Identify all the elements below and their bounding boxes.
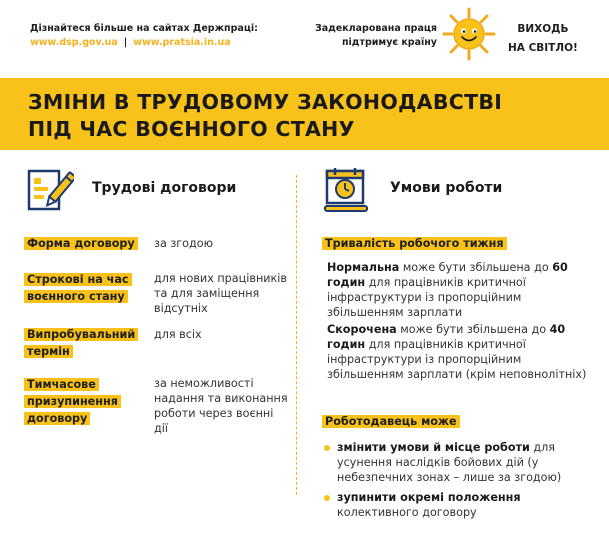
normal-text-2: для працівників критичної інфраструктури із пропорційним збільшенням зарплати [327,276,526,319]
short-bold: Скорочена [327,323,397,336]
info-line: Дізнайтеся більше на сайтах Держпраці: [30,23,258,34]
normal-hours: 60 годин [327,261,568,289]
row-label-text: Строкові на час воєнного стану [24,273,132,303]
row-value-fixed-term: для нових працівників та для заміщення відсутніх [154,272,288,315]
bullet-2-bold: зупинити окремі положення [337,491,521,504]
site-link-pratsia[interactable]: www.pratsia.in.ua [133,37,231,48]
row-label-fixed-term [24,271,142,305]
bullet-dot-icon [324,495,330,501]
bullet-2-rest: колективного договору [337,506,477,519]
week-duration-label [322,235,507,252]
employer-label-text: Роботодавець може [322,415,460,428]
short-hours: 40 годин [327,323,566,351]
employer-bullet-1 [337,440,587,485]
tagline-line-2: підтримує країну [341,37,437,48]
title-banner [0,78,609,150]
row-label-text: Форма договору [24,237,138,250]
short-week-paragraph [327,322,589,382]
header-slogan [508,20,578,58]
clock-calendar-icon [322,166,370,214]
employer-bullet-2 [337,490,587,520]
site-separator: | [123,37,128,48]
row-value-probation: для всіх [154,328,202,341]
employer-label [322,413,460,430]
tagline-line-1: Задекларована праця [314,23,437,34]
row-label-text: Випробувальний термін [24,328,138,358]
bullet-1-bold: змінити умови й місце роботи [337,441,530,454]
left-section-title: Трудові договори [92,180,237,196]
bullet-1-rest: для усунення наслідків бойових дій (у небезпечних зонах – лише за згодою) [337,441,562,484]
row-value-contract-form: за згодою [154,237,214,250]
banner-title-line-2: ПІД ЧАС ВОЄННОГО СТАНУ [28,117,355,141]
column-divider [296,175,297,495]
slogan-line-2: НА СВІТЛО! [508,42,578,54]
row-label-suspension [24,376,142,427]
slogan-line-1: ВИХОДЬ [517,23,569,35]
short-text-1: може бути збільшена до [396,323,550,336]
header-tagline [303,22,437,50]
short-text-2: для працівників критичної інфраструктури із пропорційним збільшенням зарплати (крім неповнолітніх) [327,338,587,381]
banner-title-line-1: ЗМІНИ В ТРУДОВОМУ ЗАКОНОДАВСТВІ [28,90,503,114]
row-label-text: Тимчасове призупинення договору [24,378,121,425]
site-link-dsp[interactable]: www.dsp.gov.ua [30,37,118,48]
normal-bold: Нормальна [327,261,400,274]
right-section-title: Умови роботи [390,180,503,196]
normal-week-paragraph [327,260,589,320]
sun-mascot-icon [441,6,497,62]
row-label-probation [24,326,142,360]
bullet-dot-icon [324,445,330,451]
row-value-suspension: за неможливості надання та виконання роботи через воєнні дії [154,377,288,435]
document-pen-icon [26,168,74,214]
normal-text-1: може бути збільшена до [399,261,553,274]
week-duration-label-text: Тривалість робочого тижня [322,237,507,250]
row-label-contract-form [24,235,142,252]
header-info [30,22,258,50]
